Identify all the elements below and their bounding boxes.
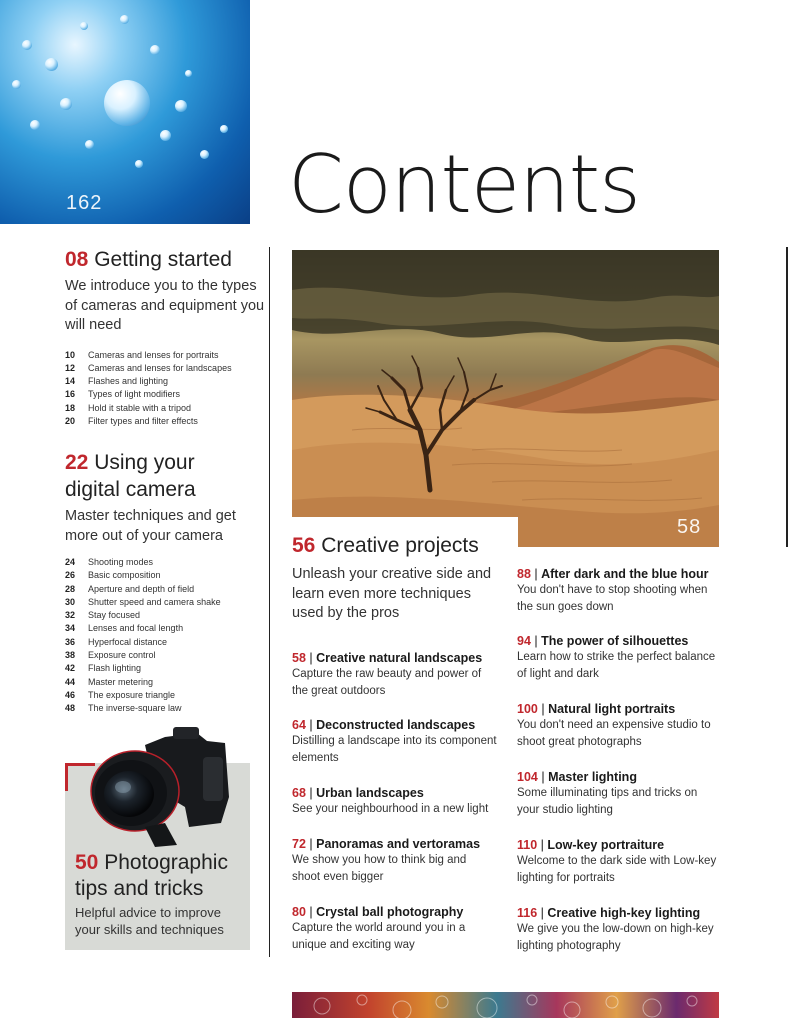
section-heading — [65, 449, 265, 503]
section-heading — [292, 532, 502, 559]
list-item[interactable]: 28 Aperture and depth of field — [65, 583, 195, 594]
section-intro: Helpful advice to improve your skills and techniques — [75, 905, 224, 937]
feature-item[interactable]: 104 | Master lighting Some illuminating tips and tricks on your studio lighting — [517, 770, 698, 816]
list-item[interactable]: 44 Master metering — [65, 676, 154, 687]
section-intro: Unleash your creative side and learn even more techniques used by the pros — [292, 566, 492, 621]
section-tips — [75, 850, 247, 938]
section-creative-projects — [292, 532, 502, 624]
list-item[interactable]: 42 Flash lighting — [65, 663, 142, 674]
list-item[interactable]: 12 Cameras and lenses for landscapes — [65, 362, 232, 373]
camera-photo — [85, 727, 235, 847]
list-item[interactable]: 48 The inverse-square law — [65, 703, 182, 714]
section-title-line2: tips and tricks — [75, 877, 204, 900]
page-title: Contents — [288, 138, 640, 231]
section-title-line1: Photographic — [104, 851, 228, 874]
list-item[interactable]: 18 Hold it stable with a tripod — [65, 402, 192, 413]
section-heading — [75, 850, 247, 902]
feature-item[interactable]: 110 | Low-key portraiture Welcome to the dark side with Low-key lighting for portraits — [517, 838, 717, 884]
section-number: 50 — [75, 851, 99, 874]
list-item[interactable]: 30 Shutter speed and camera shake — [65, 596, 221, 607]
feature-item[interactable]: 80 | Crystal ball photography Capture the world around you in a unique and exciting way — [292, 905, 466, 951]
section-intro: We introduce you to the types of cameras and equipment you will need — [65, 278, 265, 333]
list-item[interactable]: 26 Basic composition — [65, 570, 161, 581]
list-item[interactable]: 10 Cameras and lenses for portraits — [65, 349, 219, 360]
toc-list — [65, 349, 265, 429]
section-title: Creative projects — [321, 534, 479, 557]
feature-item[interactable]: 116 | Creative high-key lighting We give you the low-down on high-key lighting photography — [517, 906, 714, 952]
section-getting-started — [65, 246, 265, 428]
photo-page-number: 58 — [677, 516, 702, 538]
section-number: 08 — [65, 248, 89, 271]
list-item[interactable]: 20 Filter types and filter effects — [65, 415, 198, 426]
feature-item[interactable]: 100 | Natural light portraits You don't need an expensive studio to shoot great photographs — [517, 702, 711, 748]
feature-item[interactable]: 88 | After dark and the blue hour You don't have to stop shooting when the sun goes down — [517, 567, 709, 613]
list-item[interactable]: 32 Stay focused — [65, 610, 141, 621]
list-item[interactable]: 24 Shooting modes — [65, 557, 154, 567]
desert-tree-photo — [292, 250, 719, 547]
section-heading — [65, 246, 265, 273]
feature-item[interactable]: 94 | The power of silhouettes Learn how to strike the perfect balance of light and dark — [517, 634, 716, 680]
feature-item[interactable]: 72 | Panoramas and vertoramas We show you how to think big and shoot even bigger — [292, 837, 481, 883]
list-item[interactable]: 34 Lenses and focal length — [65, 623, 184, 634]
section-number: 22 — [65, 451, 89, 474]
section-using-camera — [65, 449, 265, 716]
section-number: 56 — [292, 534, 316, 557]
toc-list — [65, 556, 265, 716]
list-item[interactable]: 36 Hyperfocal distance — [65, 636, 168, 647]
section-title: Getting started — [94, 248, 232, 271]
feature-item[interactable]: 68 | Urban landscapes See your neighbourhood in a new light — [292, 786, 489, 815]
photo-page-number: 162 — [66, 192, 103, 214]
list-item[interactable]: 16 Types of light modifiers — [65, 389, 181, 400]
list-item[interactable]: 46 The exposure triangle — [65, 689, 176, 700]
bubbles-photo-strip — [292, 992, 719, 1018]
dandelion-water-drops-photo — [0, 0, 250, 224]
section-title-line2: digital camera — [65, 478, 196, 501]
section-title-line1: Using your — [94, 451, 195, 474]
section-intro: Master techniques and get more out of your camera — [65, 508, 236, 544]
feature-item[interactable]: 64 | Deconstructed landscapes Distilling a landscape into its component elements — [292, 718, 497, 764]
list-item[interactable]: 38 Exposure control — [65, 650, 156, 661]
corner-accent — [65, 763, 68, 791]
feature-item[interactable]: 58 | Creative natural landscapes Capture the raw beauty and power of the great outdoors — [292, 651, 483, 697]
column-divider — [269, 247, 270, 957]
list-item[interactable]: 14 Flashes and lighting — [65, 376, 169, 387]
